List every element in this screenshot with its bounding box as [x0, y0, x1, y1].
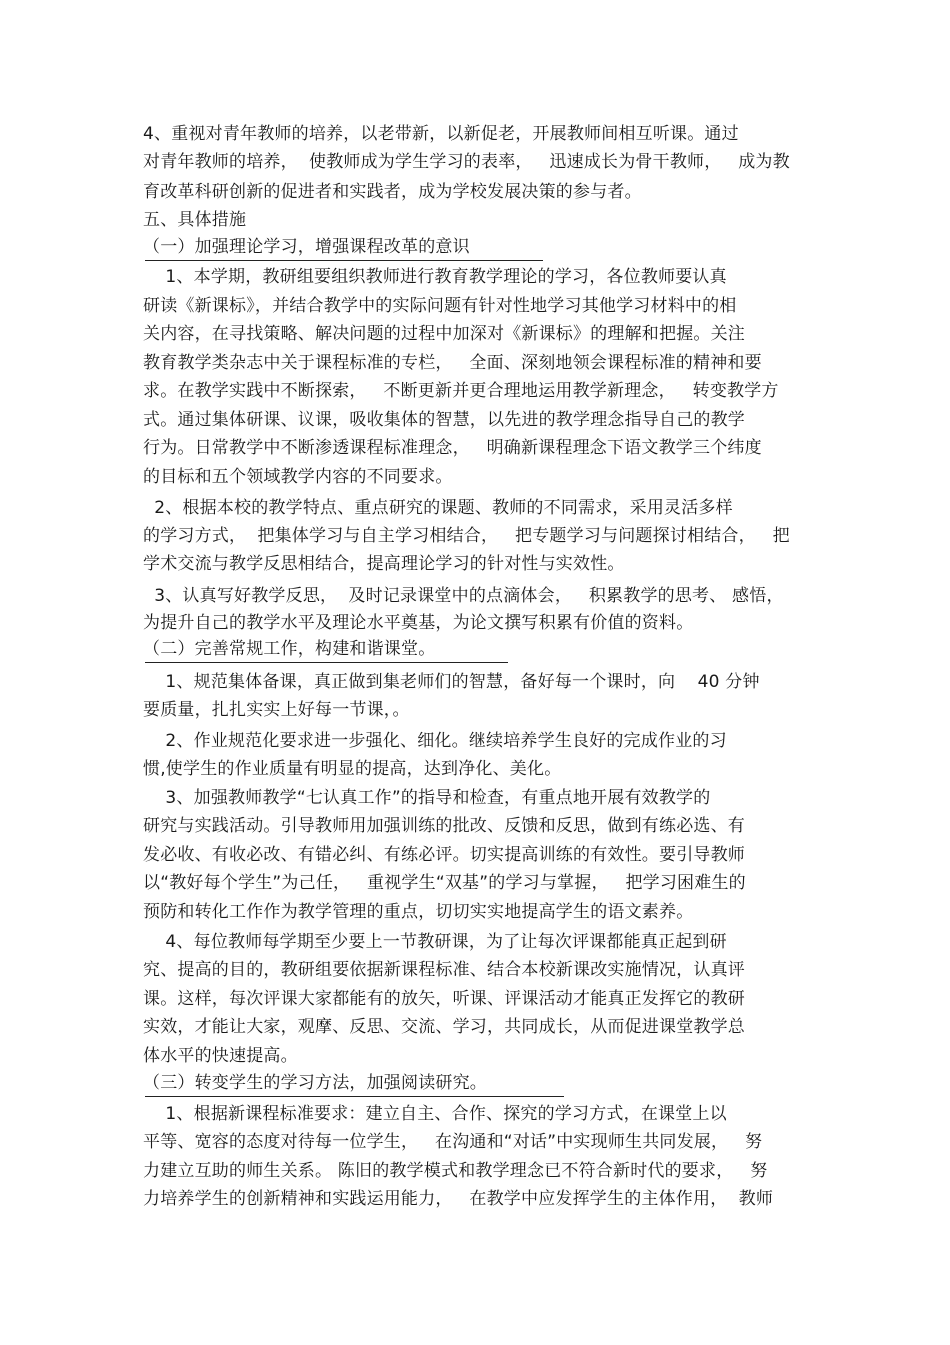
subsection-heading: （一）加强理论学习，增强课程改革的意识 — [143, 237, 470, 257]
text-line: 行为。日常教学中不断渗透课程标准理念， 明确新课程理念下语文教学三个纬度 — [143, 438, 762, 458]
text-line: 2、根据本校的教学特点、重点研究的课题、教师的不同需求，采用灵活多样 — [143, 498, 733, 518]
heading-underline — [145, 662, 508, 663]
text-line: 发必收、有收必改、有错必纠、有练必评。切实提高训练的有效性。要引导教师 — [143, 845, 745, 865]
text-line: 3、认真写好教学反思， 及时记录课堂中的点滴体会， 积累教学的思考、 感悟， — [143, 586, 784, 606]
subsection-heading: （二）完善常规工作，构建和谐课堂。 — [143, 639, 436, 659]
text-line: 预防和转化工作作为教学管理的重点，切切实实地提高学生的语文素养。 — [143, 902, 694, 922]
text-line: 2、作业规范化要求进一步强化、细化。继续培养学生良好的完成作业的习 — [143, 731, 727, 751]
text-line: 1、规范集体备课，真正做到集老师们的智慧，备好每一个课时，向 40 分钟 — [143, 672, 760, 692]
text-line: 课。这样，每次评课大家都能有的放矢，听课、评课活动才能真正发挥它的教研 — [143, 989, 745, 1009]
text-line: 对青年教师的培养， 使教师成为学生学习的表率， 迅速成长为骨干教师， 成为教 — [143, 152, 790, 172]
text-line: 究、提高的目的，教研组要依据新课程标准、结合本校新课改实施情况，认真评 — [143, 960, 745, 980]
heading-underline — [145, 260, 543, 261]
text-line: 要质量，扎扎实实上好每一节课，。 — [143, 700, 410, 720]
text-line: 4、每位教师每学期至少要上一节教研课，为了让每次评课都能真正起到研 — [143, 932, 727, 952]
text-line: 式。通过集体研课、议课，吸收集体的智慧，以先进的教学理念指导自己的教学 — [143, 410, 745, 430]
text-line: 惯,使学生的作业质量有明显的提高，达到净化、美化。 — [143, 759, 562, 779]
subsection-heading: （三）转变学生的学习方法，加强阅读研究。 — [143, 1073, 487, 1093]
text-line: 研究与实践活动。引导教师用加强训练的批改、反馈和反思，做到有练必选、有 — [143, 816, 745, 836]
text-line: 教育教学类杂志中关于课程标准的专栏， 全面、深刻地领会课程标准的精神和要 — [143, 353, 762, 373]
text-line: 的目标和五个领域教学内容的不同要求。 — [143, 467, 453, 487]
text-line: 实效，才能让大家，观摩、反思、交流、学习，共同成长，从而促进课堂教学总 — [143, 1017, 745, 1037]
text-line: 关内容，在寻找策略、解决问题的过程中加深对《新课标》的理解和把握。关注 — [143, 324, 745, 344]
text-line: 育改革科研创新的促进者和实践者，成为学校发展决策的参与者。 — [143, 182, 642, 202]
section-heading: 五、具体措施 — [143, 210, 247, 230]
text-line: 3、加强教师教学“七认真工作”的指导和检查，有重点地开展有效教学的 — [143, 788, 711, 808]
text-line: 1、根据新课程标准要求：建立自主、合作、探究的学习方式，在课堂上以 — [143, 1104, 727, 1124]
text-line: 的学习方式， 把集体学习与自主学习相结合， 把专题学习与问题探讨相结合， 把 — [143, 526, 790, 546]
text-line: 体水平的快速提高。 — [143, 1046, 298, 1066]
text-line: 以“教好每个学生”为己任， 重视学生“双基”的学习与掌握， 把学习困难生的 — [143, 873, 746, 893]
heading-underline — [145, 1096, 564, 1097]
text-line: 力建立互助的师生关系。 陈旧的教学模式和教学理念已不符合新时代的要求， 努 — [143, 1161, 768, 1181]
text-line: 4、重视对青年教师的培养，以老带新，以新促老，开展教师间相互听课。通过 — [143, 124, 739, 144]
text-line: 学术交流与教学反思相结合，提高理论学习的针对性与实效性。 — [143, 554, 625, 574]
text-line: 力培养学生的创新精神和实践运用能力， 在教学中应发挥学生的主体作用， 教师 — [143, 1189, 774, 1209]
text-line: 研读《新课标》，并结合教学中的实际问题有针对性地学习其他学习材料中的相 — [143, 296, 737, 316]
text-line: 1、本学期，教研组要组织教师进行教育教学理论的学习，各位教师要认真 — [143, 267, 727, 287]
text-line: 平等、宽容的态度对待每一位学生， 在沟通和“对话”中实现师生共同发展， 努 — [143, 1132, 763, 1152]
text-line: 求。在教学实践中不断探索， 不断更新并更合理地运用教学新理念， 转变教学方 — [143, 381, 779, 401]
text-line: 为提升自己的教学水平及理论水平奠基，为论文撰写积累有价值的资料。 — [143, 613, 694, 633]
